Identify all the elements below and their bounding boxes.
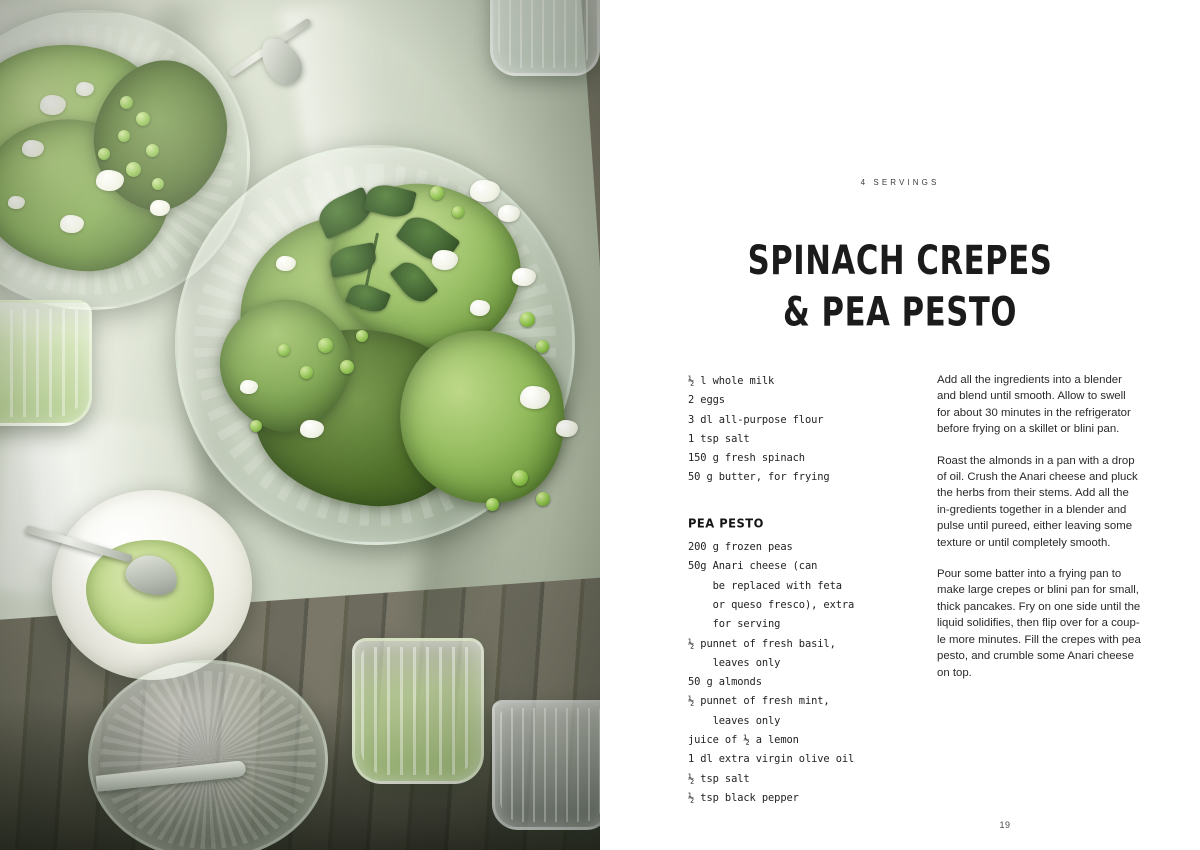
ingredient-item: 150 g fresh spinach — [688, 452, 805, 465]
servings-label: 4 SERVINGS — [860, 178, 940, 187]
section-heading-pea-pesto: PEA PESTO — [688, 514, 764, 531]
green-pea — [278, 344, 290, 356]
ingredient-item: 3 dl all-purpose flour — [688, 413, 824, 426]
ingredient-item: ½ l whole milk — [688, 375, 775, 387]
ingredient-item: juice of ½ a lemon — [688, 734, 799, 747]
ingredient-item: ½ punnet of fresh basil, — [688, 637, 836, 650]
method-paragraph: Add all the ingredients into a blender and blend until smooth. Allow to swell for about 30 minutes in the refrigerator before frying on a skillet or blini pan. — [937, 374, 1131, 436]
drinking-glass-bottom — [352, 638, 484, 784]
method-paragraph: Pour some batter into a frying pan to make large crepes or blini pan for small, thick pancakes. Fry on one side until the liquid solidifies, then flip over for a coup-le more minutes. Fill the crepes with pea pesto, and crumble some Anari cheese on top. — [937, 568, 1141, 679]
glass-flutes — [500, 708, 600, 822]
ingredient-item: or queso fresco), extra — [688, 598, 855, 611]
recipe-columns — [688, 372, 1200, 808]
green-pea — [430, 186, 444, 200]
green-pea — [536, 492, 550, 506]
green-pea — [152, 178, 164, 190]
green-pea — [318, 338, 333, 353]
ingredient-item: ½ punnet of fresh mint, — [688, 695, 830, 708]
title-line-1: SPINACH CREPES — [747, 236, 1053, 284]
green-pea — [452, 206, 464, 218]
green-pea — [520, 312, 535, 327]
glass-flutes — [361, 647, 475, 775]
method-paragraph: Roast the almonds in a pan with a drop of oil. Crush the Anari cheese and pluck the herbs from their stems. Add all the in-gredients together in a blender and pulse until pureed, either leaving some texture or until completely smooth. — [937, 454, 1138, 549]
method-column — [937, 372, 1142, 808]
ingredient-item: ½ tsp salt — [688, 772, 750, 785]
ingredients-pesto-list — [688, 538, 903, 808]
green-pea — [356, 330, 368, 342]
drinking-glass-bottom-right — [492, 700, 600, 830]
title-line-2: & PEA PESTO — [782, 287, 1018, 336]
glass-flutes — [498, 0, 592, 68]
green-pea — [250, 420, 262, 432]
green-pea — [536, 340, 549, 353]
ingredient-item: be replaced with feta — [688, 579, 842, 592]
green-pea — [98, 148, 110, 160]
ingredient-item: 50 g butter, for frying — [688, 471, 830, 484]
green-pea — [136, 112, 150, 126]
green-pea — [126, 162, 141, 177]
page-number-value: 19 — [999, 820, 1011, 830]
green-pea — [512, 470, 528, 486]
drinking-glass-top — [490, 0, 600, 76]
page-number — [600, 820, 1200, 830]
ingredient-item: 2 eggs — [688, 394, 725, 407]
ingredients-column — [688, 372, 903, 808]
ingredient-item: 200 g frozen peas — [688, 541, 793, 554]
ingredient-item: for serving — [688, 618, 781, 631]
ingredient-item: 50g Anari cheese (can — [688, 560, 818, 573]
ingredient-item: 1 tsp salt — [688, 432, 750, 445]
green-pea — [486, 498, 499, 511]
ingredients-main-list — [688, 372, 903, 488]
glass-plate-bottom — [88, 660, 328, 850]
page-title — [621, 235, 1179, 337]
green-pea — [120, 96, 133, 109]
green-pea — [340, 360, 354, 374]
green-pea — [118, 130, 130, 142]
ingredient-item: 50 g almonds — [688, 676, 762, 689]
ingredient-item: ½ tsp black pepper — [688, 791, 799, 804]
ingredient-item: leaves only — [688, 656, 781, 669]
drinking-glass-left — [0, 300, 92, 426]
glass-flutes — [0, 309, 83, 417]
recipe-pane — [600, 0, 1200, 850]
green-pea — [300, 366, 313, 379]
green-pea — [146, 144, 159, 157]
ingredient-item: 1 dl extra virgin olive oil — [688, 753, 855, 766]
ingredient-item: leaves only — [688, 714, 781, 727]
